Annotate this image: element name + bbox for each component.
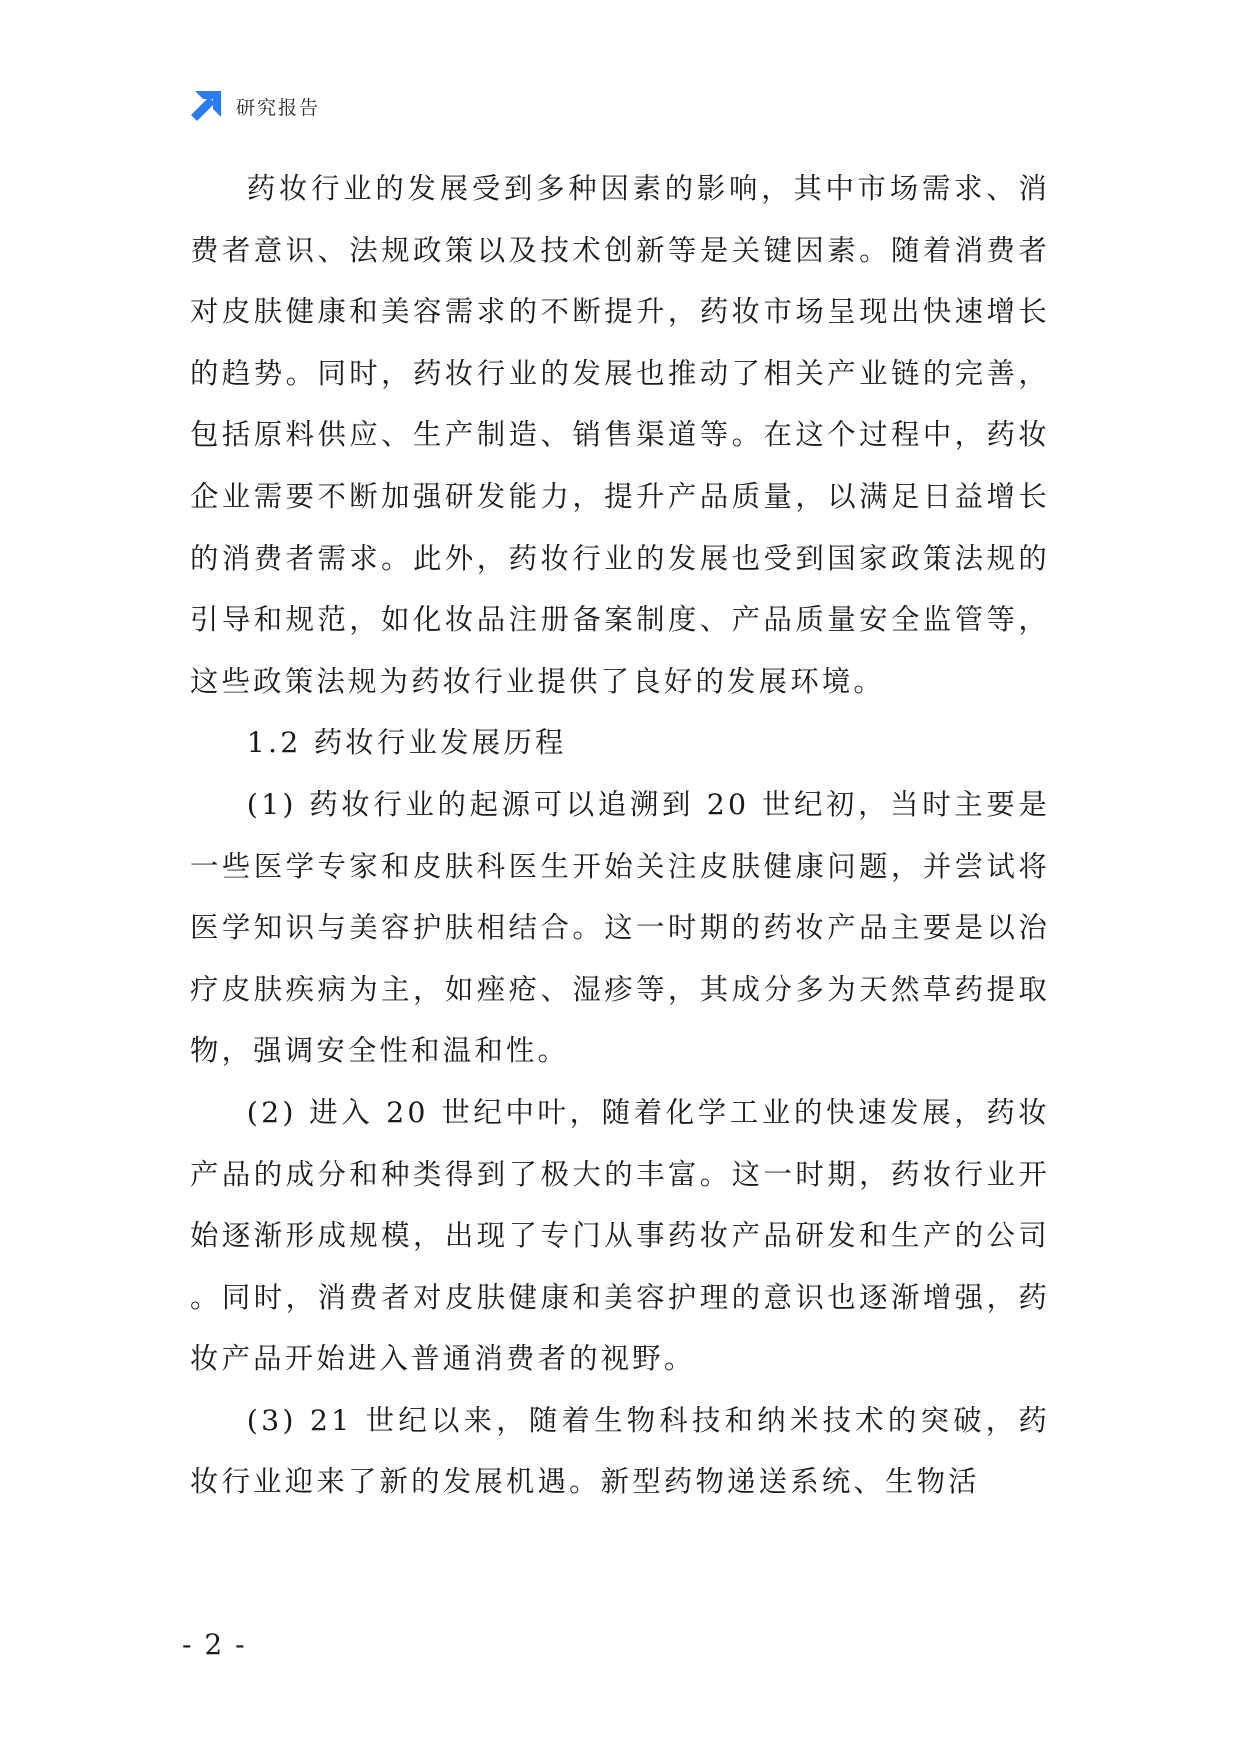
body-paragraph-1: (1) 药妆行业的起源可以追溯到 20 世纪初，当时主要是一些医学专家和皮肤科医生开始关注皮肤健康问题，并尝试将医学知识与美容护肤相结合。这一时期的药妆产品主要是以治疗皮肤疾病为主，如痤疮、湿疹等，其成分多为天然草药提取物，强调安全性和温和性。 (190, 787, 1050, 1068)
body-paragraph-intro: 药妆行业的发展受到多种因素的影响，其中市场需求、消费者意识、法规政策以及技术创新等是关键因素。随着消费者对皮肤健康和美容需求的不断提升，药妆市场呈现出快速增长的趋势。同时，药妆行业的发展也推动了相关产业链的完善，包括原料供应、生产制造、销售渠道等。在这个过程中，药妆企业需要不断加强研发能力，提升产品质量，以满足日益增长的消费者需求。此外，药妆行业的发展也受到国家政策法规的引导和规范，如化妆品注册备案制度、产品质量安全监管等，这些政策法规为药妆行业提供了良好的发展环境。 (190, 172, 1050, 698)
report-label: 研究报告 (236, 96, 321, 119)
page-header (190, 90, 320, 122)
section-heading: 1.2 药妆行业发展历程 (246, 726, 567, 760)
page-number: - 2 - (182, 1628, 247, 1661)
arrow-up-right-icon (190, 90, 222, 122)
document-body (190, 158, 1050, 1513)
body-paragraph-2: (2) 进入 20 世纪中叶，随着化学工业的快速发展，药妆产品的成分和种类得到了极大的丰富。这一时期，药妆行业开始逐渐形成规模，出现了专门从事药妆产品研发和生产的公司。同时，消费者对皮肤健康和美容护理的意识也逐渐增强，药妆产品开始进入普通消费者的视野。 (190, 1095, 1050, 1376)
body-paragraph-3: (3) 21 世纪以来，随着生物科技和纳米技术的突破，药妆行业迎来了新的发展机遇。新型药物递送系统、生物活 (190, 1403, 1050, 1499)
